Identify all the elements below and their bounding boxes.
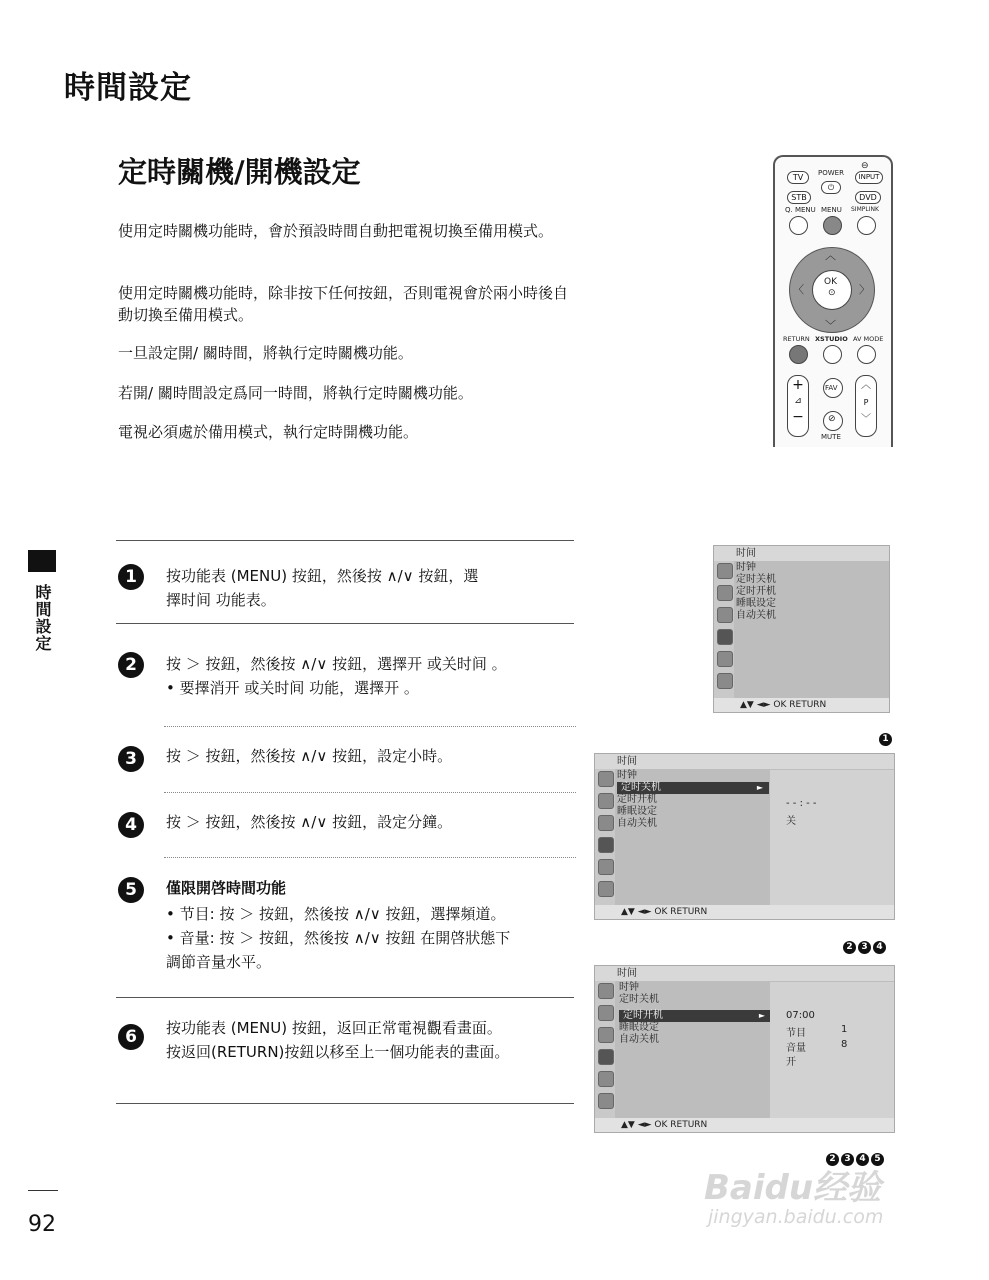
side-tab-marker — [28, 550, 56, 572]
page-title: 時間設定 — [64, 70, 192, 106]
divider — [164, 792, 576, 793]
menu-screenshot-3 — [594, 965, 895, 1133]
menu-list — [619, 982, 771, 1046]
watermark-url: jingyan.baidu.com — [708, 1206, 884, 1228]
remote-control-illustration — [773, 155, 893, 447]
avmode-button — [857, 345, 876, 364]
step-5-line-1: • 节目: 按 ＞ 按鈕，然後按 ∧/∨ 按鈕，選擇頻道。 — [166, 905, 506, 923]
step-1-line-1: 按功能表 (MENU) 按鈕，然後按 ∧/∨ 按鈕，選 — [166, 567, 479, 585]
arrow-right-icon: ► — [758, 1011, 765, 1020]
menu-item: 时钟 — [617, 770, 637, 781]
page-number: 92 — [28, 1212, 56, 1237]
menu-item: 自动关机 — [617, 818, 657, 829]
step-1-number: 1 — [118, 564, 144, 590]
menu-footer: ▲▼ ◄► OK RETURN — [595, 1118, 894, 1132]
menu-list — [736, 562, 776, 622]
program-row-label: 节目 — [786, 1028, 806, 1039]
menu-1-badges — [877, 726, 892, 746]
menu-footer: ▲▼ ◄► OK RETURN — [714, 698, 889, 712]
step-5-heading: 僅限開啓時間功能 — [166, 879, 287, 897]
lock-icon — [598, 859, 614, 875]
side-tab-label: 時間設定 — [33, 584, 52, 652]
step-5-number: 5 — [118, 877, 144, 903]
mute-icon: ⊘ — [828, 414, 836, 424]
plus-icon: + — [792, 377, 804, 393]
audio-icon — [717, 585, 733, 601]
xstudio-label: XSTUDIO — [815, 335, 848, 343]
volume-icon: ⊿ — [794, 396, 802, 406]
menu-screenshot-2 — [594, 753, 895, 920]
step-2-line-1: 按 ＞ 按鈕，然後按 ∧/∨ 按鈕，選擇开 或关时间 。 — [166, 655, 507, 673]
setup-icon — [717, 673, 733, 689]
tv-button: TV — [787, 171, 809, 184]
simplink-label: SIMPLINK — [851, 206, 879, 213]
divider — [116, 1103, 574, 1104]
xstudio-button — [823, 345, 842, 364]
menu-item: 睡眠设定 — [736, 598, 776, 609]
menu-item: 睡眠设定 — [617, 806, 657, 817]
menu-item: 自动关机 — [619, 1034, 659, 1045]
menu-item: 定时关机 — [619, 994, 659, 1005]
menu-title: 时间 — [595, 754, 894, 769]
selected-label: 定时开机 — [623, 1010, 663, 1021]
menu-item: 时钟 — [736, 562, 756, 573]
power-icon: ⏻ — [821, 181, 841, 194]
setup-icon — [598, 881, 614, 897]
return-label: RETURN — [783, 335, 810, 343]
menu-title: 时间 — [595, 966, 894, 981]
step-2-line-2: • 要擇消开 或关时间 功能，選擇开 。 — [166, 679, 419, 697]
menu-label: MENU — [821, 206, 842, 214]
menu-icon-column — [714, 561, 734, 698]
menu-item: 定时开机 — [617, 794, 657, 805]
arrow-right-icon: ► — [756, 783, 763, 792]
menu-button — [823, 216, 842, 235]
state-value: 开 — [786, 1057, 796, 1068]
power-label: POWER — [818, 169, 844, 177]
watermark-brand: Baidu经验 — [704, 1168, 882, 1208]
program-down-icon: ﹀ — [861, 414, 871, 425]
return-button — [789, 345, 808, 364]
step-3-text: 按 ＞ 按鈕，然後按 ∧/∨ 按鈕，設定小時。 — [166, 747, 453, 765]
menu-icon-column — [595, 981, 615, 1118]
divider — [164, 726, 576, 727]
program-up-icon: ︿ — [861, 380, 871, 391]
step-6-line-2: 按返回(RETURN)按鈕以移至上一個功能表的畫面。 — [166, 1043, 510, 1061]
intro-paragraph-4: 若開/ 關時間設定爲同一時間，將執行定時關機功能。 — [118, 384, 473, 402]
menu-item: 自动关机 — [736, 610, 776, 621]
ok-label: OK — [824, 277, 837, 287]
input-icon: ⊖ — [861, 161, 869, 171]
dvd-button: DVD — [855, 191, 881, 204]
disc-icon — [598, 1027, 614, 1043]
clock-icon — [717, 629, 733, 645]
fav-label: FAV — [825, 384, 838, 392]
step-6-number: 6 — [118, 1024, 144, 1050]
program-label: P — [863, 398, 869, 407]
input-button: INPUT — [855, 171, 883, 184]
step-badge: 4 — [856, 1153, 869, 1166]
chevron-right-icon: 〉 — [859, 283, 870, 296]
step-badge: 4 — [873, 941, 886, 954]
menu-icon-column — [595, 769, 615, 905]
stb-button: STB — [787, 191, 811, 204]
qmenu-button — [789, 216, 808, 235]
step-6-text — [166, 1016, 576, 1064]
step-4-text: 按 ＞ 按鈕，然後按 ∧/∨ 按鈕，設定分鐘。 — [166, 813, 453, 831]
minus-icon: − — [792, 409, 804, 425]
menu-item-selected — [617, 782, 769, 794]
chevron-left-icon: 〈 — [793, 283, 804, 296]
step-badge: 3 — [858, 941, 871, 954]
divider — [116, 540, 574, 541]
picture-icon — [598, 983, 614, 999]
chevron-down-icon: ﹀ — [825, 319, 836, 332]
audio-icon — [598, 793, 614, 809]
intro-paragraph-1: 使用定時關機功能時，會於預設時間自動把電視切換至備用模式。 — [118, 222, 554, 240]
menu-footer: ▲▼ ◄► OK RETURN — [595, 905, 894, 919]
time-value: 07:00 — [786, 1010, 815, 1021]
ok-dot-icon: ⊙ — [828, 288, 836, 298]
menu-title: 时间 — [714, 546, 889, 561]
menu-item: 定时开机 — [736, 586, 776, 597]
clock-icon — [598, 837, 614, 853]
section-title: 定時關機/開機設定 — [118, 155, 361, 189]
lock-icon — [598, 1071, 614, 1087]
step-badge: 2 — [843, 941, 856, 954]
selected-label: 定时关机 — [621, 782, 661, 793]
qmenu-label: Q. MENU — [785, 206, 816, 214]
step-badge: 2 — [826, 1153, 839, 1166]
step-3-number: 3 — [118, 746, 144, 772]
intro-paragraph-3: 一旦設定開/ 關時間，將執行定時關機功能。 — [118, 344, 413, 362]
step-5-line-2: • 音量: 按 ＞ 按鈕，然後按 ∧/∨ 按鈕 在開啓狀態下 — [166, 929, 511, 947]
menu-screenshot-1 — [713, 545, 890, 713]
menu-list — [617, 770, 769, 830]
step-6-line-1: 按功能表 (MENU) 按鈕，返回正常電視觀看畫面。 — [166, 1019, 502, 1037]
menu-item: 睡眠设定 — [619, 1022, 659, 1033]
step-badge: 1 — [879, 733, 892, 746]
divider — [116, 997, 574, 998]
menu-2-badges — [841, 934, 886, 954]
chevron-up-icon: ︿ — [825, 249, 836, 262]
divider — [116, 623, 574, 624]
audio-icon — [598, 1005, 614, 1021]
step-1-line-2: 擇时间 功能表。 — [166, 591, 276, 609]
divider — [164, 857, 576, 858]
menu-value-panel — [770, 770, 894, 905]
program-rocker — [855, 375, 877, 437]
lock-icon — [717, 651, 733, 667]
disc-icon — [598, 815, 614, 831]
mute-label: MUTE — [821, 433, 841, 441]
picture-icon — [598, 771, 614, 787]
program-row-value: 1 — [841, 1024, 848, 1035]
volume-row-label: 音量 — [786, 1043, 806, 1054]
step-5-line-3: 調節音量水平。 — [166, 953, 272, 971]
simplink-button — [857, 216, 876, 235]
page-number-rule — [28, 1190, 58, 1191]
avmode-label: AV MODE — [853, 335, 884, 343]
clock-icon — [598, 1049, 614, 1065]
disc-icon — [717, 607, 733, 623]
menu-item: 时钟 — [619, 982, 639, 993]
intro-paragraph-2: 使用定時關機功能時，除非按下任何按鈕，否則電視會於兩小時後自動切換至備用模式。 — [118, 284, 569, 324]
state-value: 关 — [786, 816, 796, 827]
menu-item-selected — [619, 1010, 771, 1022]
step-1-text — [166, 564, 576, 612]
picture-icon — [717, 563, 733, 579]
step-2-number: 2 — [118, 652, 144, 678]
volume-row-value: 8 — [841, 1039, 848, 1050]
step-badge: 5 — [871, 1153, 884, 1166]
menu-item: 定时关机 — [736, 574, 776, 585]
intro-paragraph-5: 電視必須處於備用模式，執行定時開機功能。 — [118, 423, 419, 441]
time-value: - - : - - — [786, 798, 817, 809]
step-5-text — [166, 876, 576, 974]
step-2-text — [166, 652, 576, 700]
menu-value-panel — [770, 982, 894, 1118]
step-badge: 3 — [841, 1153, 854, 1166]
volume-rocker — [787, 375, 809, 437]
step-4-number: 4 — [118, 812, 144, 838]
setup-icon — [598, 1093, 614, 1109]
